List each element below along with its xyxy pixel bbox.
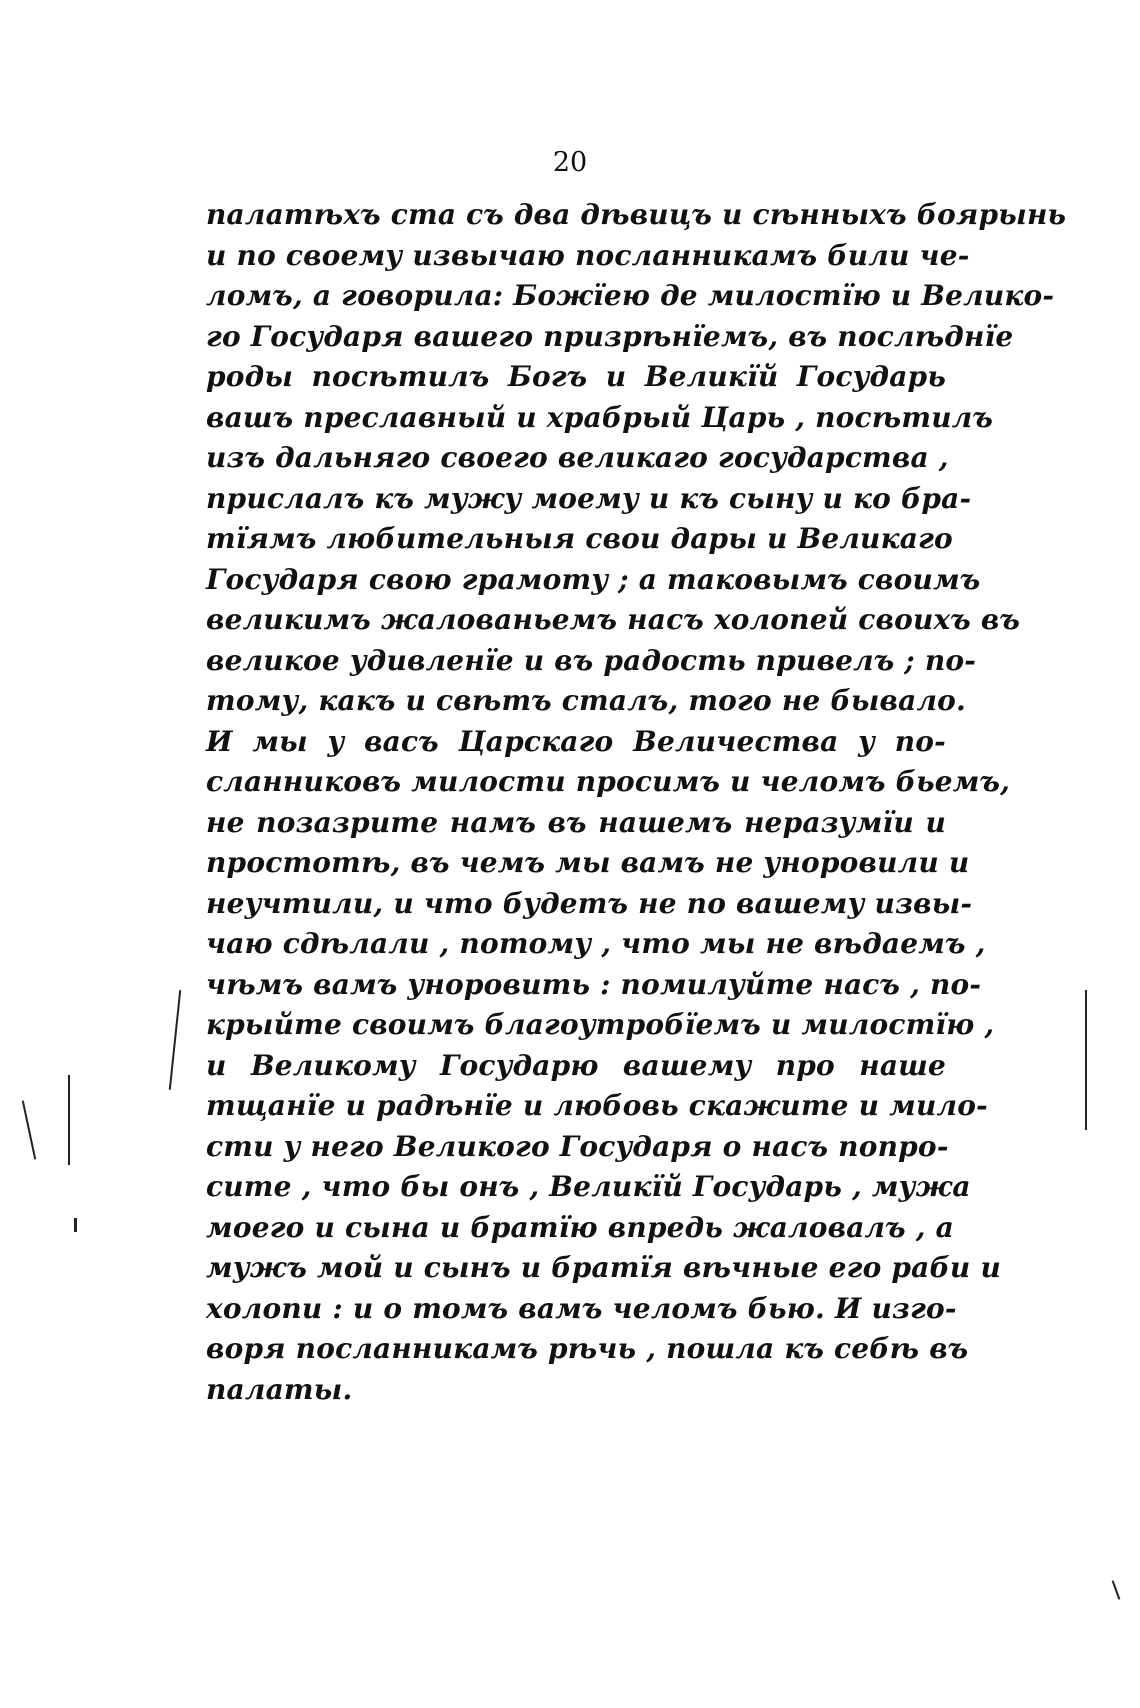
text-line: тому, какъ и свѣтъ сталъ, того не бывало.: [206, 684, 966, 717]
text-line: неучтили, и что будетъ не по вашему извы-: [206, 886, 973, 920]
text-line: чаю сдѣлали , потому , что мы не вѣдаемъ ,: [206, 927, 986, 960]
text-line: палаты.: [206, 1372, 353, 1406]
text-line: изъ дальняго своего великаго государства ,: [206, 441, 949, 474]
text-line: великимъ жалованьемъ насъ холопей своихъ въ: [206, 603, 1021, 636]
text-line: прислалъ къ мужу моему и къ сыну и ко бра-: [206, 481, 972, 515]
margin-mark: [1085, 990, 1087, 1130]
text-line: Государя свою грамоту ; а таковымъ своимъ: [206, 562, 981, 596]
text-line: го Государя вашего призрѣнїемъ, въ послѣднїе: [206, 319, 1014, 353]
text-line: не позазрите намъ въ нашемъ неразумїи и: [206, 805, 946, 839]
text-line: сите , что бы онъ , Великїй Государь , мужа: [206, 1170, 971, 1203]
text-line: И мы у васъ Царскаго Величества у по-: [206, 724, 946, 758]
text-line: великое удивленїе и въ радость привелъ ; по-: [206, 643, 977, 677]
text-line: тщанїе и радѣнїе и любовь скажите и мило-: [206, 1089, 988, 1122]
margin-mark: [74, 1218, 77, 1232]
text-line: крыйте своимъ благоутробїемъ и милостїю ,: [206, 1008, 995, 1041]
text-line: сланниковъ милости просимъ и челомъ бьемъ,: [206, 765, 1011, 798]
margin-mark: [169, 990, 181, 1090]
margin-mark: [22, 1100, 36, 1159]
margin-mark: [1112, 1580, 1121, 1599]
text-line: ломъ, а говорила: Божїею де милостїю и Велико-: [206, 279, 1055, 312]
body-text: [206, 195, 1067, 1410]
text-line: холопи : и о томъ вамъ челомъ бью. И изго-: [206, 1291, 957, 1325]
margin-mark: [68, 1075, 70, 1165]
text-line: тїямъ любительныя свои дары и Великаго: [206, 522, 953, 555]
text-line: сти у него Великого Государя о насъ попро-: [206, 1129, 949, 1163]
text-line: мужъ мой и сынъ и братїя вѣчные его раби и: [206, 1251, 1001, 1284]
text-line: вашъ преславный и храбрый Царь , посѣтилъ: [206, 400, 994, 434]
text-line: моего и сына и братїю впредь жаловалъ , а: [206, 1210, 954, 1244]
text-line: и Великому Государю вашему про наше: [206, 1048, 946, 1082]
page-number: 20: [552, 147, 588, 178]
text-line: роды посѣтилъ Богъ и Великїй Государь: [206, 360, 946, 393]
text-line: воря посланникамъ рѣчь , пошла къ себѣ въ: [206, 1332, 969, 1365]
text-line: простотѣ, въ чемъ мы вамъ не уноровили и: [206, 846, 970, 879]
text-line: чѣмъ вамъ уноровить : помилуйте насъ , по-: [206, 967, 982, 1001]
text-line: палатѣхъ ста съ два дѣвицъ и сѣнныхъ боярынь: [206, 198, 1067, 231]
text-line: и по своему извычаю посланникамъ били че-: [206, 238, 970, 272]
